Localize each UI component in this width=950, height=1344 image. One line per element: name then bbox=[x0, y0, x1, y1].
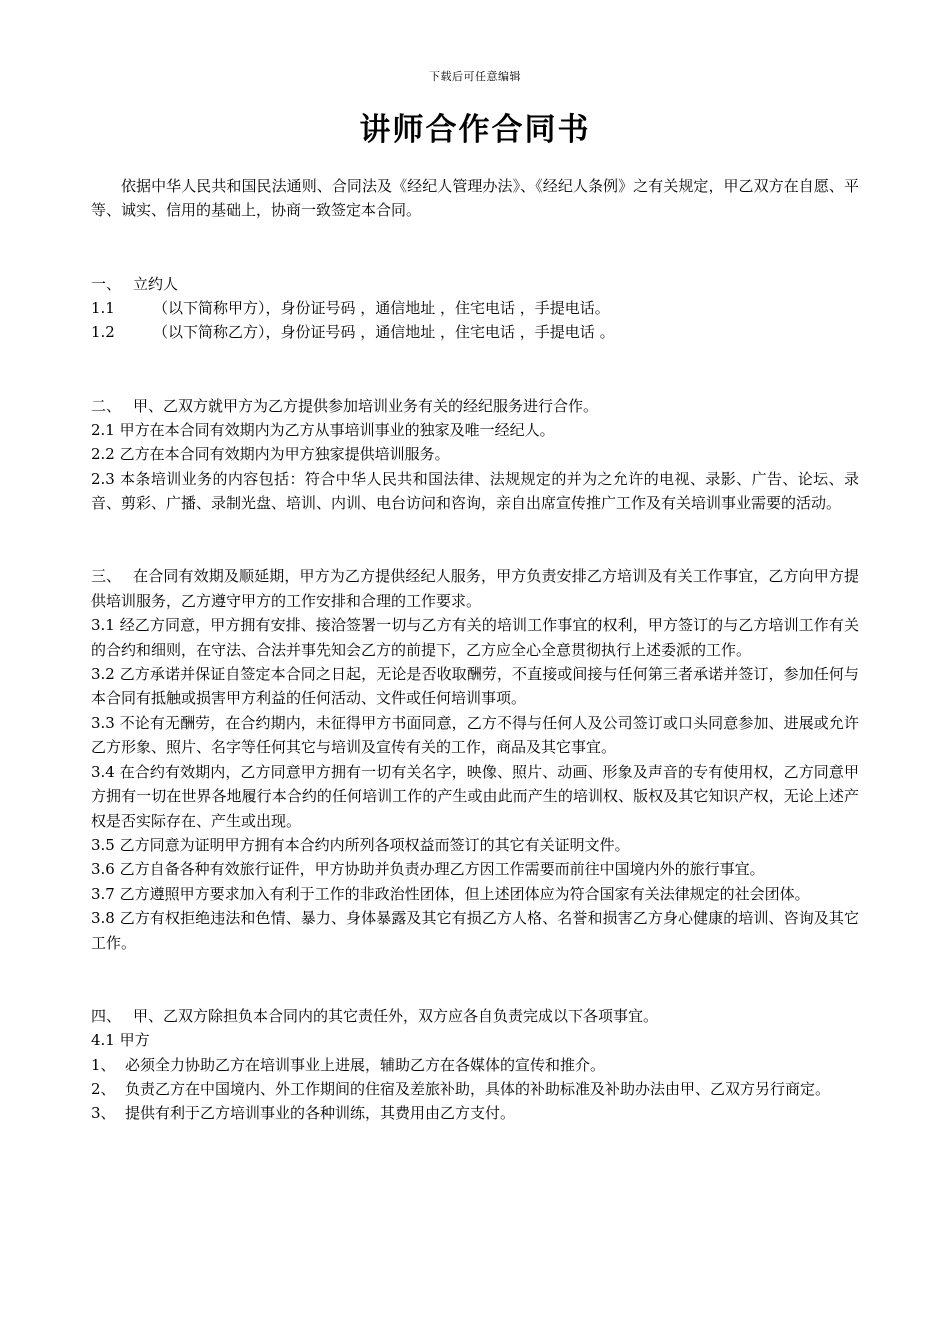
section-number: 一、 bbox=[91, 274, 122, 293]
contract-body bbox=[91, 174, 859, 1126]
section-1-heading bbox=[91, 272, 859, 296]
clause-3-5: 3.5 乙方同意为证明甲方拥有本合约内所列各项权益而签订的其它有关证明文件。 bbox=[91, 835, 630, 854]
section-title: 甲、乙双方除担负本合同内的其它责任外，双方应各自负责完成以下各项事宜。 bbox=[133, 1006, 659, 1025]
list-number: 2、 bbox=[91, 1079, 116, 1098]
list-number: 1、 bbox=[91, 1055, 116, 1074]
clause-number: 1.1 bbox=[91, 299, 115, 318]
list-text: 提供有利于乙方培训事业的各种训练，其费用由乙方支付。 bbox=[125, 1104, 516, 1123]
header-note: 下载后可任意编辑 bbox=[429, 70, 521, 83]
clause-3-3: 3.3 不论有无酬劳，在合约期内，未征得甲方书面同意，乙方不得与任何人及公司签订或口头同意参加、进展或允许乙方形象、照片、名字等任何其它与培训及宣传有关的工作，商品及其它事宜。 bbox=[91, 713, 859, 757]
section-3-heading bbox=[91, 564, 859, 613]
list-number: 3、 bbox=[91, 1104, 116, 1123]
clause-2-2: 2.2 乙方在本合同有效期内为甲方独家提供培训服务。 bbox=[91, 445, 450, 464]
list-item bbox=[91, 1053, 859, 1077]
clause-3-1: 3.1 经乙方同意，甲方拥有安排、接洽签署一切与乙方有关的培训工作事宜的权利，甲方签订的与乙方培训工作有关的合约和细则，在守法、合法并事先知会乙方的前提下，乙方应全心全意贯彻执行上述委派的工作。 bbox=[91, 616, 859, 659]
clause-3-4: 3.4 在合约有效期内，乙方同意甲方拥有一切有关名字，映像、照片、动画、形象及声音的专有使用权，乙方同意甲方拥有一切在世界各地履行本合约的任何培训工作的产生或由此而产生的培训权、版权及其它知识产权，无论上述产权是否实际存在、产生或出现。 bbox=[91, 762, 859, 830]
section-title: 甲、乙双方就甲方为乙方提供参加培训业务有关的经纪服务进行合作。 bbox=[133, 396, 599, 415]
clause-3-6: 3.6 乙方自备各种有效旅行证件，甲方协助并负责办理乙方因工作需要而前往中国境内外的旅行事宜。 bbox=[91, 860, 765, 879]
clause-2-3: 2.3 本条培训业务的内容包括：符合中华人民共和国法律、法规规定的并为之允许的电视、录影、广告、论坛、录音、剪彩、广播、录制光盘、培训、内训、电台访问和咨询，亲自出席宣传推广工作及有关培训事业需要的活动。 bbox=[91, 469, 859, 513]
clause-3-7: 3.7 乙方遵照甲方要求加入有利于工作的非政治性团体，但上述团体应为符合国家有关法律规定的社会团体。 bbox=[91, 884, 810, 903]
spacer bbox=[91, 955, 859, 1004]
intro-paragraph: 依据中华人民共和国民法通则、合同法及《经纪人管理办法》、《经纪人条例》之有关规定，甲乙双方在自愿、平等、诚实、信用的基础上，协商一致签定本合同。 bbox=[91, 177, 859, 220]
page-title: 讲师合作合同书 bbox=[359, 112, 591, 148]
list-item bbox=[91, 1101, 859, 1125]
clause-1-2 bbox=[91, 320, 859, 344]
spacer bbox=[91, 223, 859, 272]
spacer bbox=[91, 516, 859, 565]
section-number: 四、 bbox=[91, 1006, 122, 1025]
clause-3-8: 3.8 乙方有权拒绝违法和色情、暴力、身体暴露及其它有损乙方人格、名誉和损害乙方身心健康的培训、咨询及其它工作。 bbox=[91, 909, 859, 952]
list-text: 必须全力协助乙方在培训事业上进展，辅助乙方在各媒体的宣传和推介。 bbox=[125, 1055, 606, 1074]
section-number: 三、 bbox=[91, 567, 122, 586]
section-4-heading bbox=[91, 1004, 859, 1028]
section-title: 立约人 bbox=[133, 274, 179, 293]
list-text: 负责乙方在中国境内、外工作期间的住宿及差旅补助，具体的补助标准及补助办法由甲、乙双方另行商定。 bbox=[125, 1079, 831, 1098]
clause-3-2: 3.2 乙方承诺并保证自签定本合同之日起，无论是否收取酬劳，不直接或间接与任何第三者承诺并签订，参加任何与本合同有抵触或损害甲方利益的任何活动、文件或任何培训事项。 bbox=[91, 665, 859, 708]
clause-number: 1.2 bbox=[91, 323, 115, 342]
clause-text: （以下简称乙方），身份证号码 ，通信地址 ，住宅电话 ，手提电话 。 bbox=[153, 323, 615, 342]
clause-2-1: 2.1 甲方在本合同有效期内为乙方从事培训事业的独家及唯一经纪人。 bbox=[91, 421, 555, 440]
clause-1-1 bbox=[91, 296, 859, 320]
list-item bbox=[91, 1077, 859, 1101]
spacer bbox=[91, 345, 859, 394]
clause-4-1: 4.1 甲方 bbox=[91, 1031, 150, 1050]
section-2-heading bbox=[91, 394, 859, 418]
section-number: 二、 bbox=[91, 396, 122, 415]
section-title: 在合同有效期及顺延期，甲方为乙方提供经纪人服务，甲方负责安排乙方培训及有关工作事宜，乙方向甲方提供培训服务，乙方遵守甲方的工作安排和合理的工作要求。 bbox=[91, 567, 859, 610]
clause-text: （以下简称甲方），身份证号码 ，通信地址 ，住宅电话 ，手提电话。 bbox=[153, 299, 610, 318]
